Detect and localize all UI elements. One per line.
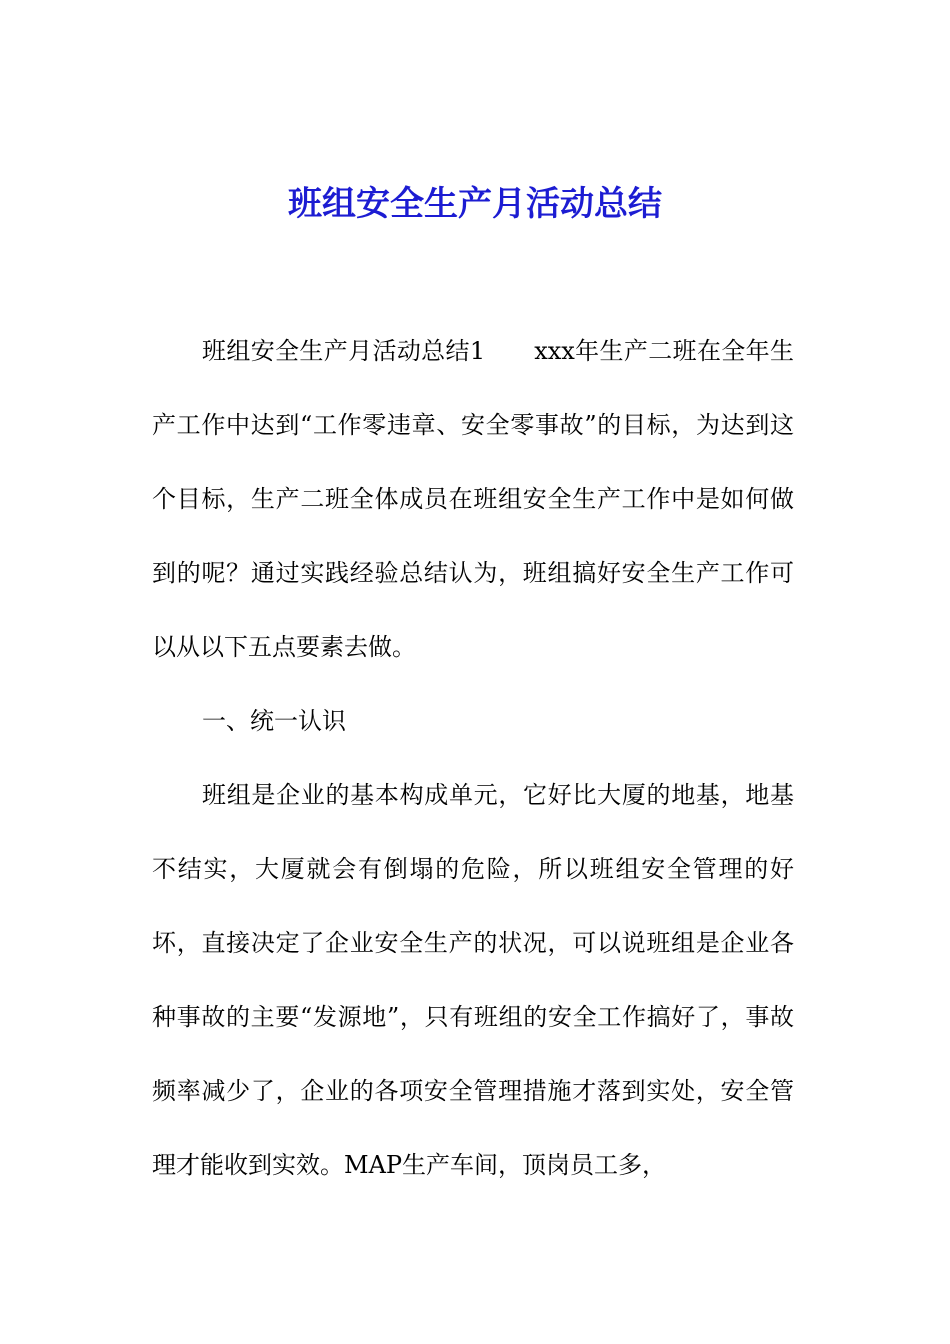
document-body <box>152 314 794 1202</box>
document-title: 班组安全生产月活动总结 <box>288 184 662 224</box>
paragraph-intro: 班组安全生产月活动总结1 xxx年生产二班在全年生产工作中达到“工作零违章、安全零事故”的目标，为达到这个目标，生产二班全体成员在班组安全生产工作中是如何做到的呢？通过实践经验总结认为，班组搞好安全生产工作可以从以下五点要素去做。 <box>152 337 794 661</box>
paragraph-team-foundation: 班组是企业的基本构成单元，它好比大厦的地基，地基不结实，大厦就会有倒塌的危险，所以班组安全管理的好坏，直接决定了企业安全生产的状况，可以说班组是企业各种事故的主要“发源地”，只有班组的安全工作搞好了，事故频率减少了，企业的各项安全管理措施才落到实处，安全管理才能收到实效。MAP生产车间，顶岗员工多， <box>152 781 794 1179</box>
section-heading-unify-understanding: 一、统一认识 <box>202 707 346 735</box>
